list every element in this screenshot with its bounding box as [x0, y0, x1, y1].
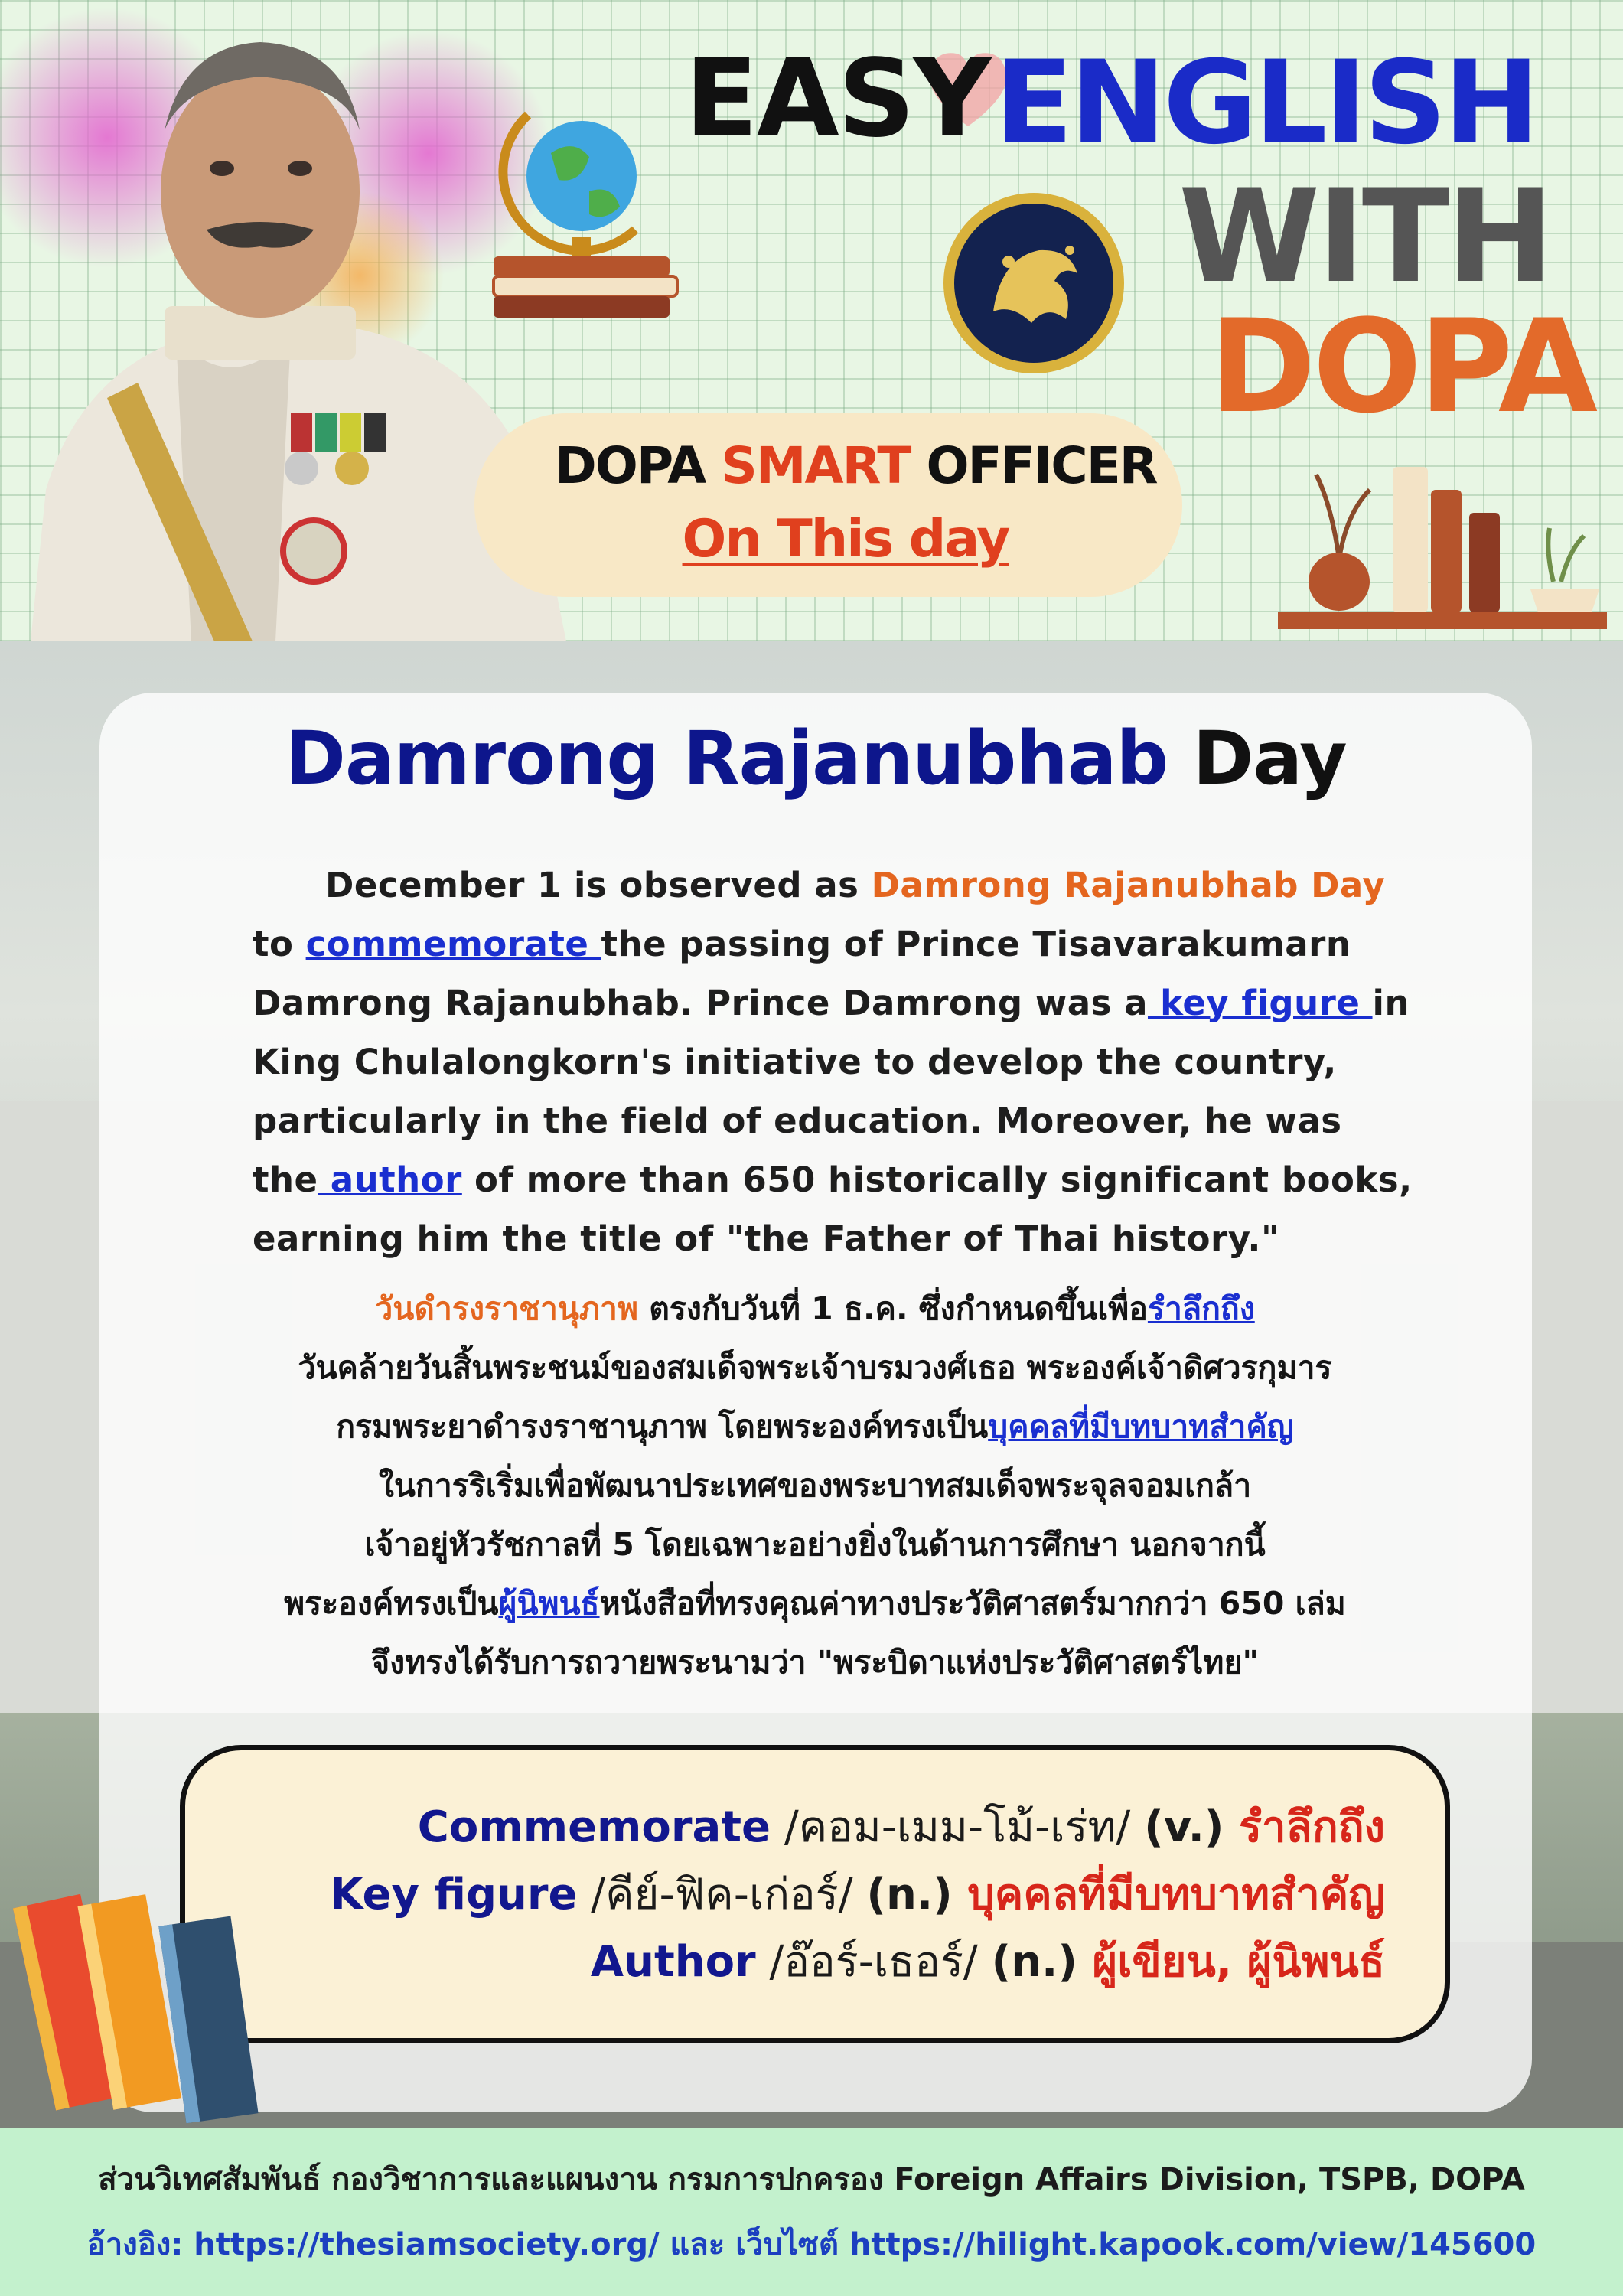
- thai-line-5: เจ้าอยู่หัวรัชกาลที่ 5 โดยเฉพาะอย่างยิ่งในด้านการศึกษา นอกจากนี้: [364, 1526, 1266, 1563]
- title-with: WITH: [1178, 161, 1552, 311]
- pill-title: [555, 436, 1157, 495]
- th-t1: ตรงกับวันที่ 1 ธ.ค. ซึ่งกำหนดขึ้นเพื่อ: [637, 1290, 1148, 1327]
- footer-references[interactable]: อ้างอิง: https://thesiamsociety.org/ และ เว็บไซต์ https://hilight.kapook.com/view/145600: [86, 2227, 1537, 2262]
- th-link-key-figure[interactable]: บุคคลที่มีบทบาทสำคัญ: [988, 1408, 1294, 1445]
- thai-line-7: จึงทรงได้รับการถวายพระนามว่า "พระบิดาแห่งประวัติศาสตร์ไทย": [371, 1644, 1259, 1681]
- th-accent: วันดำรงราชานุภาพ: [375, 1290, 638, 1327]
- vocab-pos: (n.): [866, 1870, 968, 1919]
- vocab-pos: (n.): [991, 1937, 1093, 1987]
- th-link-commemorate[interactable]: รำลึกถึง: [1147, 1290, 1255, 1327]
- title-dopa: DOPA: [1209, 292, 1595, 442]
- vocab-thai: รำลึกถึง: [1239, 1802, 1385, 1852]
- th-t6a: พระองค์ทรงเป็น: [284, 1585, 499, 1622]
- title-english: ENGLISH: [995, 37, 1537, 170]
- en-s1: December 1 is observed as: [325, 865, 872, 905]
- vocabulary-box: [180, 1745, 1450, 2043]
- footer-bar: [0, 2128, 1623, 2296]
- pill-officer: OFFICER: [926, 436, 1157, 495]
- vocab-row-commemorate: [418, 1792, 1385, 1861]
- en-accent: Damrong Rajanubhab Day: [871, 865, 1386, 905]
- vocab-pronunciation: /อ๊อร์-เธอร์/: [755, 1937, 992, 1987]
- th-t6b: หนังสือที่ทรงคุณค่าทางประวัติศาสตร์มากกว่า 650 เล่ม: [599, 1585, 1346, 1622]
- footer-credit: ส่วนวิเทศสัมพันธ์ กองวิชาการและแผนงาน กรมการปกครอง Foreign Affairs Division, TSPB, DOPA: [98, 2162, 1525, 2197]
- vocab-term: Author: [590, 1937, 756, 1987]
- thai-paragraph: [138, 1280, 1492, 1692]
- books-stack-icon: [486, 249, 685, 325]
- thai-line-1: [138, 1280, 1492, 1339]
- th-link-author[interactable]: ผู้นิพนธ์: [498, 1585, 600, 1622]
- header-banner: [0, 0, 1623, 641]
- vocab-thai: ผู้เขียน, ผู้นิพนธ์: [1092, 1937, 1385, 1987]
- en-s3: the passing of Prince Tisavarakumarn Damrong Rajanubhab. Prince Damrong was a: [253, 924, 1351, 1023]
- th-t3: กรมพระยาดำรงราชานุภาพ โดยพระองค์ทรงเป็น: [336, 1408, 989, 1445]
- vocab-row-key-figure: [330, 1860, 1385, 1928]
- thai-line-2: วันคล้ายวันสิ้นพระชนม์ของสมเด็จพระเจ้าบรมวงศ์เธอ พระองค์เจ้าดิศวรกุมาร: [298, 1349, 1332, 1386]
- link-commemorate[interactable]: commemorate: [305, 924, 601, 964]
- dopa-seal-logo: [940, 189, 1128, 377]
- vocab-term: Commemorate: [417, 1802, 771, 1852]
- vocab-term: Key figure: [330, 1870, 578, 1919]
- vocab-row-author: [591, 1927, 1385, 1995]
- en-s5: of more than 650 historically significant books, earning him the title of "the Father of Thai history.": [253, 1159, 1413, 1259]
- en-s2: to: [253, 924, 306, 964]
- vocab-pronunciation: /คีย์-ฟิค-เก่อร์/: [577, 1870, 867, 1919]
- pill-smart: SMART: [721, 436, 911, 495]
- thai-line-4: ในการริเริ่มเพื่อพัฒนาประเทศของพระบาทสมเด็จพระจุลจอมเกล้า: [378, 1467, 1252, 1504]
- colorful-books-icon: [11, 1852, 272, 2128]
- thai-line-6: [138, 1574, 1492, 1633]
- pill-subtitle: On This day: [682, 509, 1009, 569]
- pill-dopa: DOPA: [555, 436, 706, 495]
- link-author[interactable]: author: [318, 1159, 462, 1200]
- vocab-thai: บุคคลที่มีบทบาทสำคัญ: [967, 1870, 1385, 1919]
- page-title: [99, 716, 1532, 801]
- vocab-pos: (v.): [1144, 1802, 1239, 1852]
- title-name: Damrong Rajanubhab: [285, 716, 1168, 801]
- link-key-figure[interactable]: key figure: [1147, 983, 1373, 1023]
- shelf-books-icon: [1278, 459, 1607, 641]
- english-paragraph: [253, 856, 1416, 1268]
- title-easy: EASY: [685, 37, 990, 161]
- thai-line-3: [138, 1397, 1492, 1456]
- en-s4: in King Chulalongkorn's initiative to develop the country, particularly in the field of education. Moreover, he was the: [253, 983, 1410, 1200]
- vocab-pronunciation: /คอม-เมม-โม้-เร่ท/: [771, 1802, 1145, 1852]
- title-day: Day: [1192, 716, 1347, 801]
